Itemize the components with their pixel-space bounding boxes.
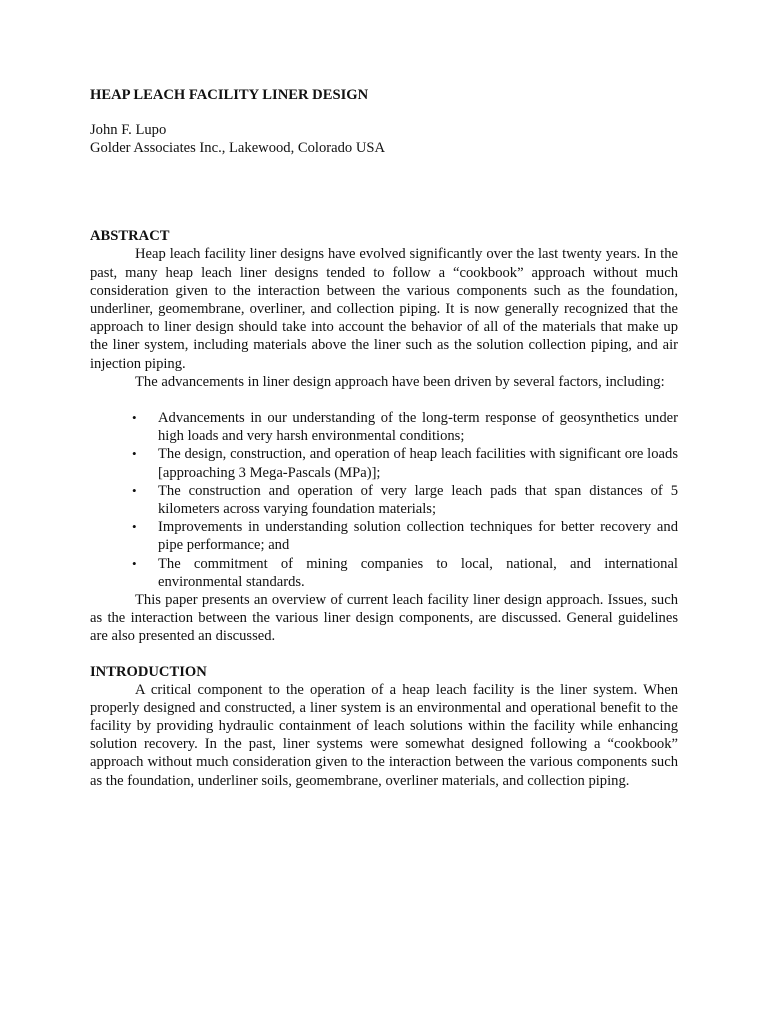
list-item-text: Advancements in our understanding of the long-term response of geosynthetics under high loads and very harsh environmental conditions; — [158, 410, 678, 445]
bullet-icon: • — [132, 555, 137, 571]
list-item — [90, 518, 678, 554]
list-item — [90, 409, 678, 445]
list-item-text: Improvements in understanding solution collection techniques for better recovery and pipe performance; and — [158, 519, 678, 554]
author-name: John F. Lupo — [90, 122, 167, 138]
list-item-text: The construction and operation of very large leach pads that span distances of 5 kilometers across varying foundation materials; — [158, 482, 678, 518]
bullet-icon: • — [132, 519, 137, 535]
list-item — [90, 482, 678, 518]
bullet-icon: • — [132, 446, 137, 462]
abstract-paragraph-1: Heap leach facility liner designs have evolved significantly over the last twenty years. In the past, many heap leach liner designs tended to follow a “cookbook” approach without much consideration given to the interaction between the various components such as the foundation, underliner, geomembrane, overliner, and collection piping. It is now generally recognized that the approach to liner design should take into account the behavior of all of the materials that make up the liner system, including materials above the liner such as the solution collection piping, and air injection piping. — [90, 246, 678, 372]
list-item-text: The design, construction, and operation of heap leach facilities with significant ore loads [approaching 3 Mega-Pascals (MPa)]; — [158, 446, 678, 481]
bullet-icon: • — [132, 410, 137, 426]
abstract-paragraph-3: This paper presents an overview of current leach facility liner design approach. Issues, such as the interaction between the various liner design components, are discussed. General guidelines are also presented an discussed. — [90, 592, 678, 645]
paper-title: HEAP LEACH FACILITY LINER DESIGN — [90, 87, 369, 103]
list-item — [90, 445, 678, 481]
abstract-paragraph-2: The advancements in liner design approach have been driven by several factors, including: — [135, 373, 665, 390]
list-item-text: The commitment of mining companies to local, national, and international environmental standards. — [158, 555, 678, 590]
author-affiliation: Golder Associates Inc., Lakewood, Colorado USA — [90, 140, 386, 157]
abstract-heading: ABSTRACT — [90, 228, 170, 245]
document-body — [90, 86, 678, 790]
bullet-icon: • — [132, 482, 137, 498]
introduction-paragraph-1: A critical component to the operation of a heap leach facility is the liner system. When properly designed and constructed, a liner system is an environmental and operational benefit to the facility by providing hydraulic containment of leach solutions within the facility while enhancing solution recovery. In the past, liner systems were somewhat designed following a “cookbook” approach without much consideration given to the interaction between the various components such as the foundation, underliner soils, geomembrane, overliner materials, and collection piping. — [90, 681, 678, 789]
introduction-heading: INTRODUCTION — [90, 663, 207, 680]
list-item — [90, 555, 678, 591]
factors-list — [90, 409, 678, 591]
